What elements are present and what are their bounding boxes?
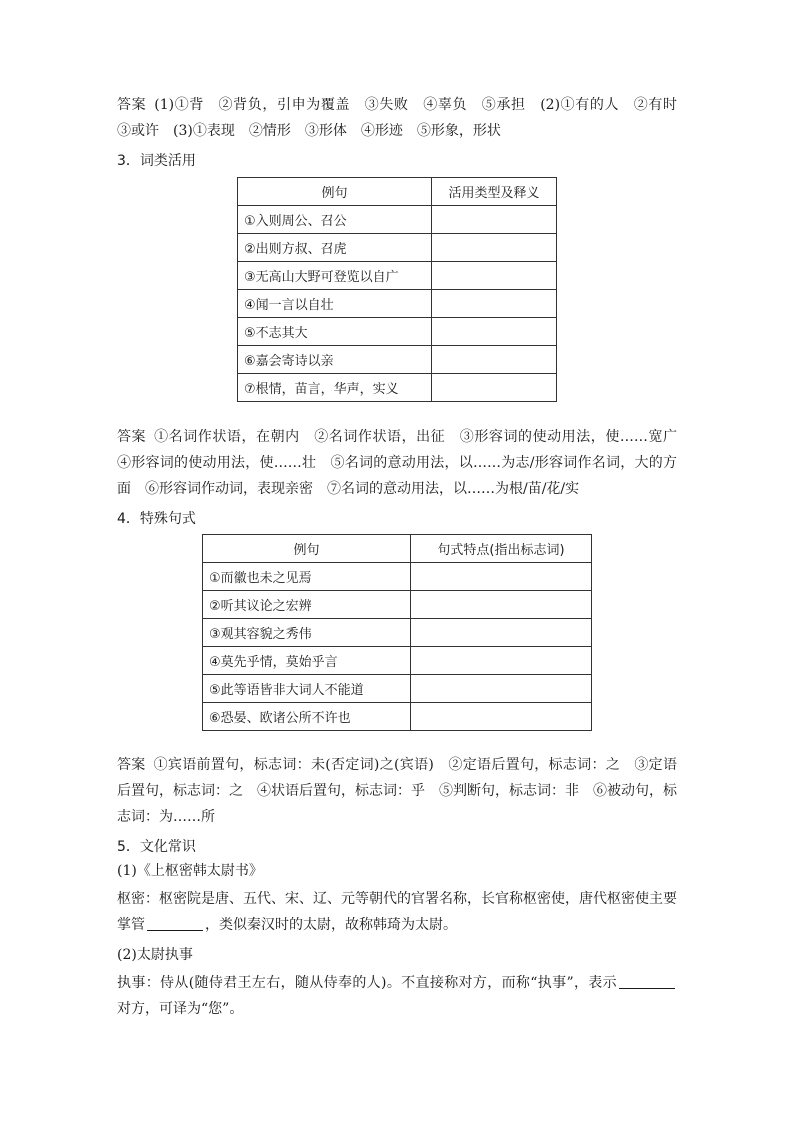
- table-cell-example: ⑥恐晏、欧诸公所不许也: [203, 703, 411, 731]
- subsection-1-title: (1)《上枢密韩太尉书》: [117, 863, 263, 879]
- answer-text: (1)①背 ②背负，引申为覆盖 ③失败 ④辜负 ⑤承担 (2)①有的人 ②有时 ③或许 (3)①表现 ②情形 ③形体 ④形迹 ⑤形象，形状: [117, 97, 691, 139]
- table-cell-blank: [432, 262, 557, 290]
- table-header-type: 活用类型及释义: [432, 178, 557, 206]
- table-cell-blank: [432, 206, 557, 234]
- table-cell-example: ⑤不志其大: [238, 318, 432, 346]
- table-row: [238, 290, 557, 318]
- table-cell-example: ⑦根情，苗言，华声，实义: [238, 374, 432, 402]
- subsection-2-title: (2)太尉执事: [117, 947, 193, 963]
- answer-label: 答案: [117, 97, 147, 113]
- table-header-example: 例句: [238, 178, 432, 206]
- answer-block-4: [117, 752, 677, 830]
- subsection-1-text-b: ，类似秦汉时的太尉，故称韩琦为太尉。: [205, 917, 457, 933]
- table-cell-example: ②听其议论之宏辨: [203, 591, 411, 619]
- table-row: [203, 647, 592, 675]
- subsection-2-body: [117, 970, 677, 1022]
- table-row: [203, 703, 592, 731]
- table-cell-blank: [411, 703, 592, 731]
- section-4-title: 4．特殊句式: [117, 511, 196, 527]
- subsection-2-text-b: 对方，可译为“您”。: [117, 1001, 244, 1017]
- table-row: [238, 346, 557, 374]
- answer-label: 答案: [117, 429, 147, 445]
- table-cell-blank: [432, 374, 557, 402]
- section-5-title: 5．文化常识: [117, 839, 196, 855]
- table-header-feature: 句式特点(指出标志词): [411, 535, 592, 563]
- answer-label: 答案: [117, 757, 146, 773]
- table-row: [203, 591, 592, 619]
- table-cell-example: ①入则周公、召公: [238, 206, 432, 234]
- table-cell-blank: [411, 563, 592, 591]
- table-cell-example: ③无高山大野可登览以自广: [238, 262, 432, 290]
- answer-text: ①名词作状语，在朝内 ②名词作状语，出征 ③形容词的使动用法，使……宽广 ④形容词的使动用法，使……壮 ⑤名词的意动用法，以……为志/形容词作名词，大的方面 ⑥形容词作动词，表现亲密 ⑦名词的意动用法，以……为根/苗/花/实: [117, 429, 692, 497]
- section-3-table: [237, 177, 557, 402]
- table-row: [203, 619, 592, 647]
- table-row: [238, 318, 557, 346]
- table-cell-blank: [432, 290, 557, 318]
- table-cell-example: ②出则方叔、召虎: [238, 234, 432, 262]
- table-cell-blank: [411, 647, 592, 675]
- table-cell-example: ①而徽也未之见焉: [203, 563, 411, 591]
- table-cell-example: ⑤此等语皆非大词人不能道: [203, 675, 411, 703]
- table-cell-example: ④闻一言以自壮: [238, 290, 432, 318]
- table-header-row: [203, 535, 592, 563]
- table-header-example: 例句: [203, 535, 411, 563]
- table-row: [238, 262, 557, 290]
- table-cell-blank: [432, 234, 557, 262]
- subsection-1-body: [117, 886, 677, 938]
- answer-text: ①宾语前置句，标志词：未(否定词)之(宾语) ②定语后置句，标志词：之 ③定语后置句，标志词：之 ④状语后置句，标志词：乎 ⑤判断句，标志词：非 ⑥被动句，标志词：为……所: [117, 757, 677, 825]
- table-cell-example: ③观其容貌之秀伟: [203, 619, 411, 647]
- fill-in-blank: [147, 916, 203, 931]
- subsection-2-text-a: 执事：侍从(随侍君王左右，随从侍奉的人)。不直接称对方，而称“执事”，表示: [117, 975, 617, 991]
- table-row: [203, 563, 592, 591]
- table-cell-blank: [432, 346, 557, 374]
- section-4-table: [202, 534, 592, 731]
- table-header-row: [238, 178, 557, 206]
- answer-block-1: [117, 92, 691, 144]
- table-row: [238, 234, 557, 262]
- table-cell-blank: [411, 675, 592, 703]
- table-row: [203, 675, 592, 703]
- answer-block-3: [117, 424, 692, 502]
- table-cell-blank: [432, 318, 557, 346]
- table-cell-blank: [411, 591, 592, 619]
- table-cell-example: ④莫先乎情，莫始乎言: [203, 647, 411, 675]
- table-cell-blank: [411, 619, 592, 647]
- section-3-title: 3．词类活用: [117, 153, 196, 169]
- subsection-1-text-a: 枢密：枢密院是唐、五代、宋、辽、元等朝代的官署名称，长官称枢密使，唐代枢密使主要掌管: [117, 891, 677, 933]
- fill-in-blank: [619, 974, 675, 989]
- table-cell-example: ⑥嘉会寄诗以亲: [238, 346, 432, 374]
- table-row: [238, 374, 557, 402]
- table-row: [238, 206, 557, 234]
